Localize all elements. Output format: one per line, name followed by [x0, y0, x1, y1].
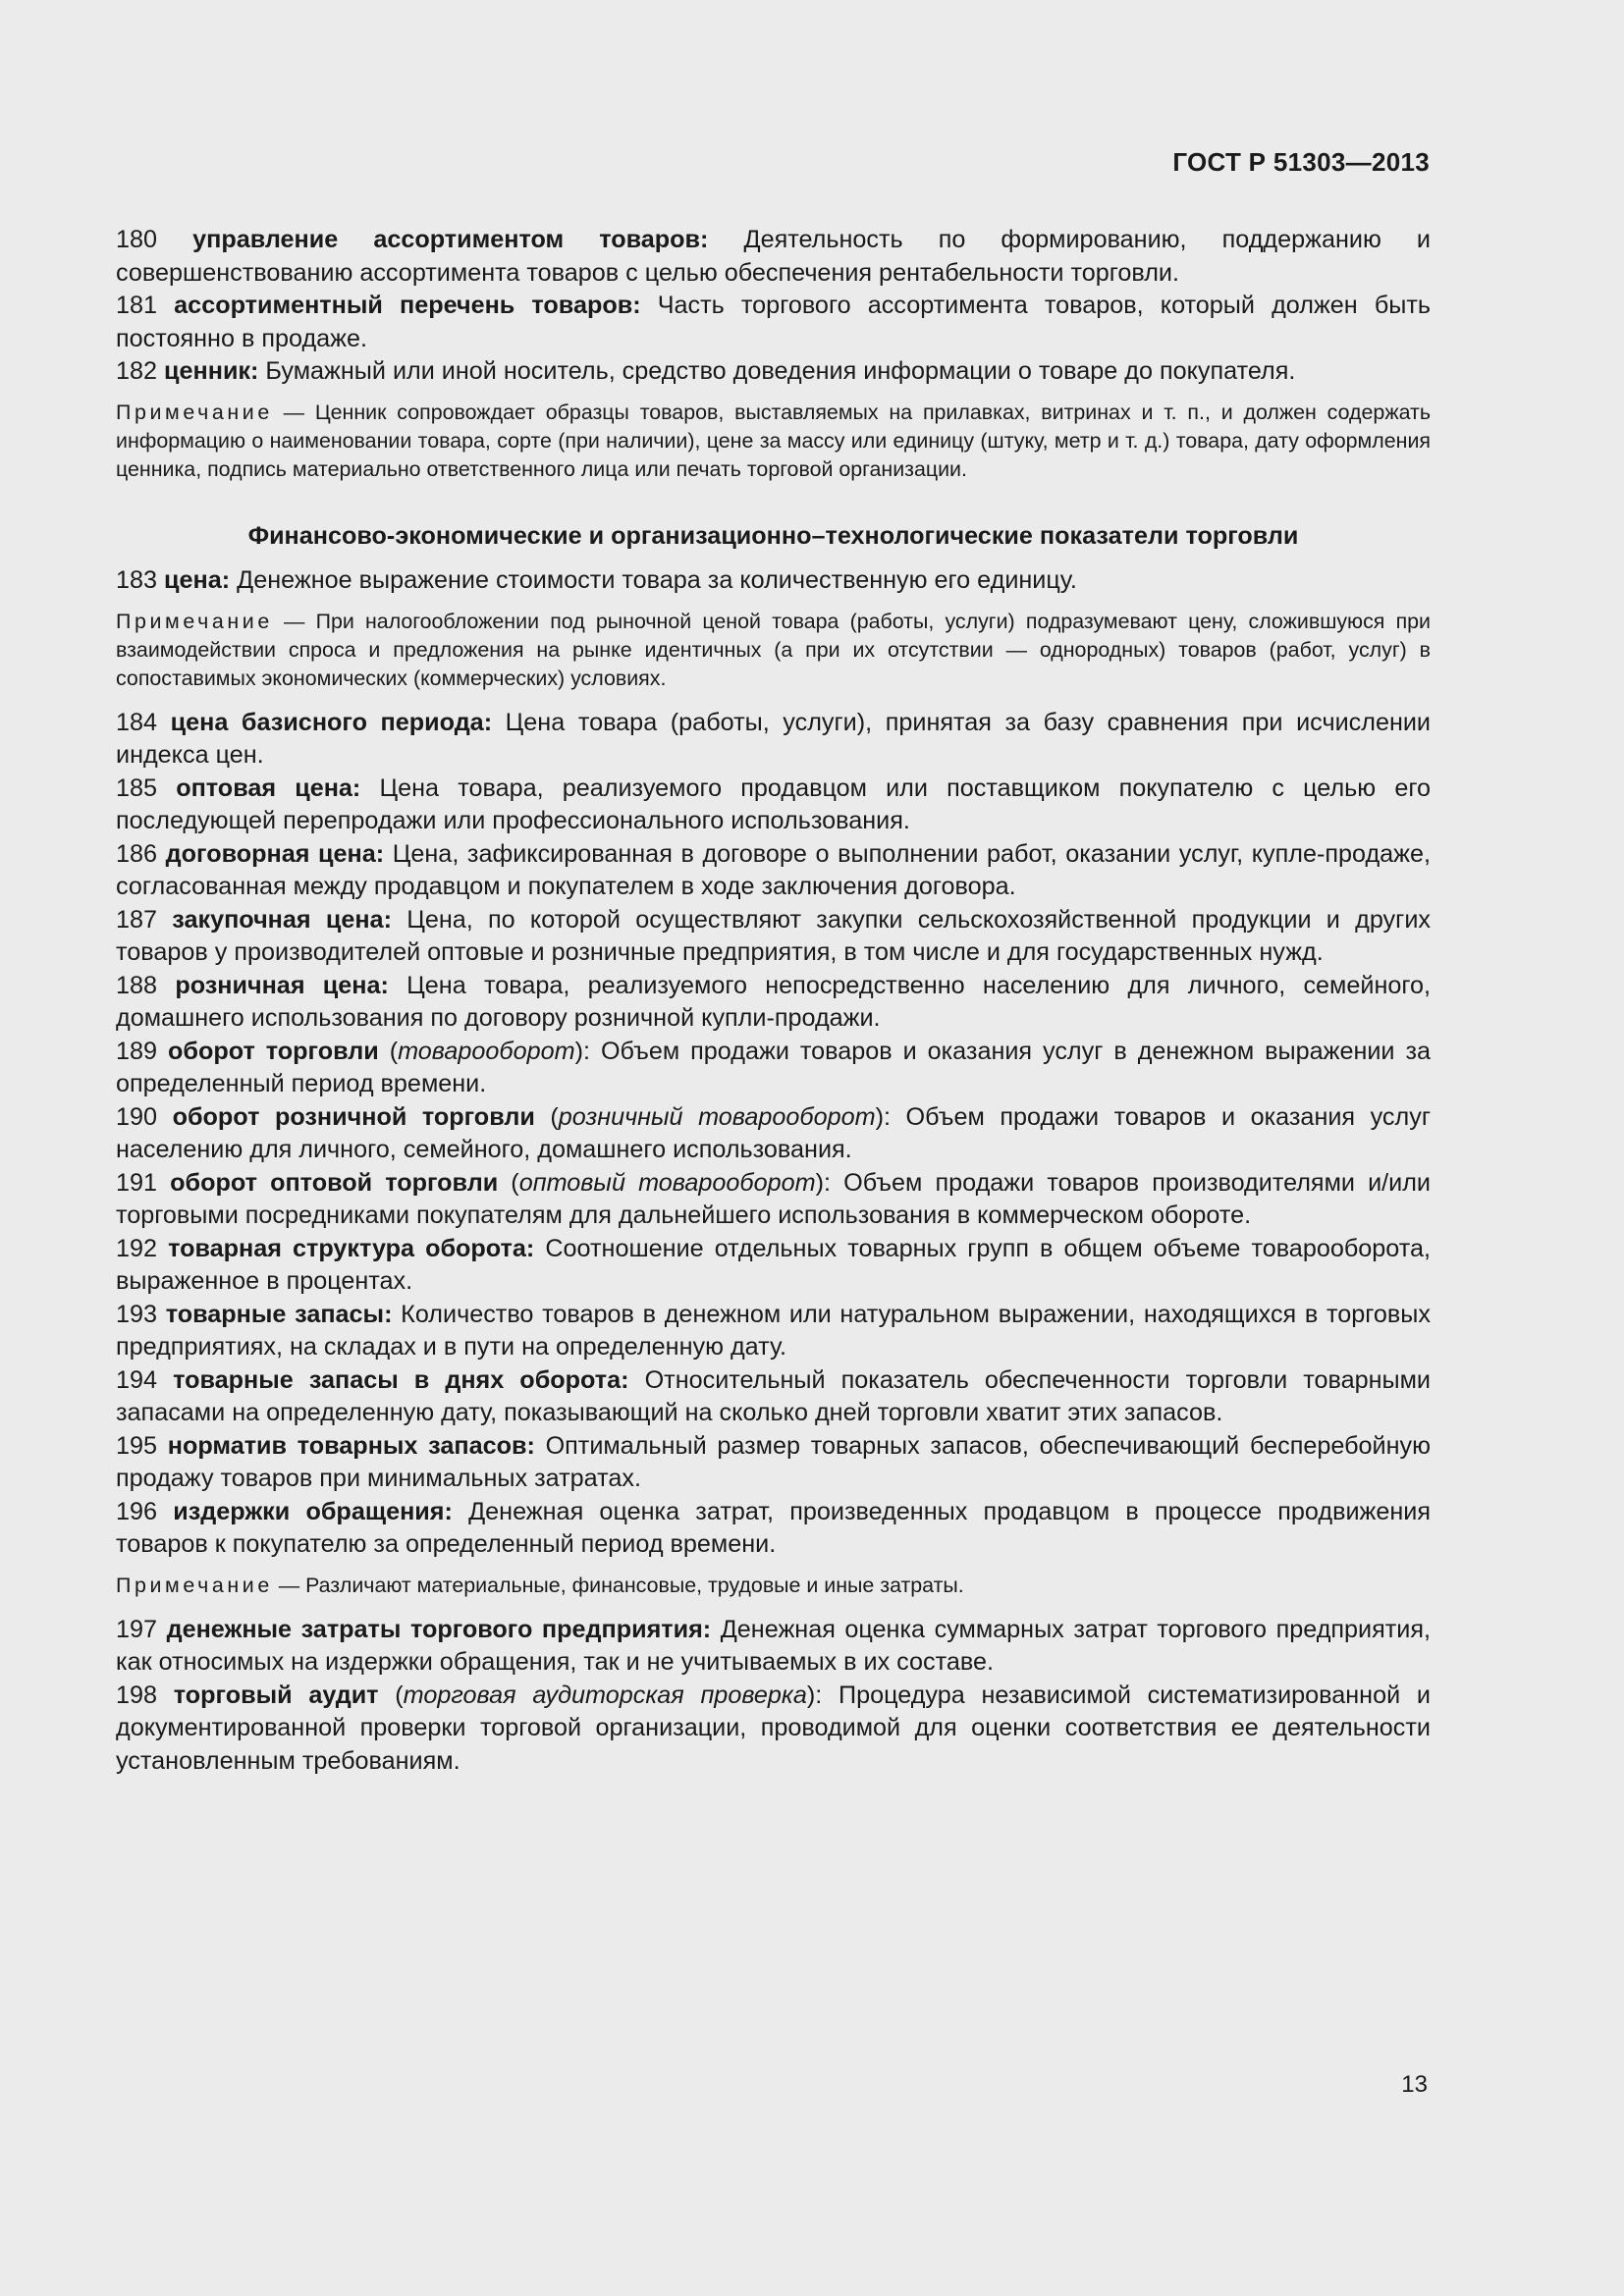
- term-195: [116, 1430, 1431, 1496]
- term-number: 195: [116, 1431, 158, 1460]
- term-title: издержки обращения:: [173, 1497, 453, 1525]
- term-192: [116, 1233, 1431, 1299]
- term-number: 190: [116, 1102, 158, 1131]
- note-label: Примечание: [116, 400, 273, 424]
- term-definition: Часть торгового ассортимента товаров, который должен быть постоянно в продаже.: [116, 292, 1432, 352]
- term-number: 184: [116, 708, 158, 736]
- term-definition: Денежная оценка суммарных затрат торгового предприятия, как относимых на издержки обращения, так и не учитываемых в их составе.: [116, 1615, 1432, 1676]
- note-label: Примечание: [116, 609, 273, 633]
- term-definition: ): Объем продажи товаров и оказания услуг в денежном выражении за определенный период времени.: [116, 1037, 1432, 1097]
- term-definition: Денежная оценка затрат, произведенных продавцом в процессе продвижения товаров к покупателю за определенный период времени.: [116, 1497, 1431, 1558]
- term-184: [116, 707, 1431, 773]
- term-definition: ): Процедура независимой систематизированной и документированной проверки торговой организации, проводимой для оценки соответствия ее деятельности установленным требованиям.: [116, 1681, 1431, 1775]
- term-title: оборот оптовой торговли: [170, 1168, 499, 1197]
- term-definition: Оптимальный размер товарных запасов, обеспечивающий бесперебойную продажу товаров при минимальных затратах.: [116, 1431, 1431, 1492]
- term-number: 189: [116, 1037, 158, 1065]
- term-189: [116, 1036, 1431, 1101]
- term-number: 185: [116, 774, 158, 802]
- term-183: [116, 564, 1431, 598]
- page-number: 13: [1401, 2071, 1428, 2098]
- term-186: [116, 838, 1431, 904]
- term-title: ассортиментный перечень товаров:: [174, 292, 641, 319]
- term-number: 180: [116, 226, 158, 253]
- term-188: [116, 970, 1431, 1036]
- term-number: 198: [116, 1681, 158, 1709]
- note-text: — Различают материальные, финансовые, трудовые и иные затраты.: [272, 1573, 964, 1597]
- term-definition: Бумажный или иной носитель, средство доведения информации о товаре до покупателя.: [258, 357, 1296, 385]
- term-definition: Цена товара, реализуемого непосредственно населению для личного, семейного, домашнего использования по договору розничной купли-продажи.: [116, 971, 1432, 1032]
- term-synonym: торговая аудиторская проверка: [403, 1681, 807, 1709]
- term-number: 194: [116, 1365, 158, 1394]
- term-definition: Соотношение отдельных товарных групп в общем объеме товарооборота, выраженное в процентах.: [116, 1234, 1431, 1295]
- term-synonym: оптовый товарооборот: [518, 1168, 816, 1197]
- term-number: 197: [116, 1615, 158, 1643]
- term-title: торговый аудит: [173, 1681, 379, 1709]
- term-number: 191: [116, 1168, 158, 1197]
- note-183: [116, 608, 1431, 693]
- term-187: [116, 904, 1431, 970]
- term-number: 188: [116, 971, 158, 999]
- note-182: [116, 399, 1431, 484]
- term-title: ценник:: [164, 357, 259, 385]
- term-191: [116, 1167, 1431, 1233]
- term-196: [116, 1496, 1431, 1562]
- term-185: [116, 773, 1431, 838]
- term-paren: (: [378, 1037, 399, 1065]
- term-181: [116, 290, 1431, 355]
- term-definition: Цена товара, реализуемого продавцом или поставщиком покупателю с целью его последующей перепродажи или профессионального использования.: [116, 774, 1431, 834]
- term-number: 193: [116, 1300, 158, 1328]
- term-number: 187: [116, 905, 158, 934]
- term-198: [116, 1680, 1431, 1779]
- term-title: оборот розничной торговли: [172, 1102, 535, 1131]
- note-text: — Ценник сопровождает образцы товаров, выставляемых на прилавках, витринах и т. п., и должен содержать информацию о наименовании товара, сорте (при наличии), цене за массу или единицу (штуку, метр и т. д.) товара, дату оформления ценника, подпись материально ответственного лица или печать торговой организации.: [116, 400, 1431, 481]
- term-paren: (: [498, 1168, 519, 1197]
- term-title: розничная цена:: [175, 971, 389, 999]
- term-title: денежные затраты торгового предприятия:: [166, 1615, 712, 1643]
- term-180: [116, 224, 1431, 290]
- term-title: цена базисного периода:: [170, 708, 493, 736]
- term-definition: ): Объем продажи товаров и оказания услуг населению для личного, семейного, домашнего использования.: [116, 1102, 1432, 1163]
- term-definition: Цена, зафиксированная в договоре о выполнении работ, оказании услуг, купле-продаже, согласованная между продавцом и покупателем в ходе заключения договора.: [116, 839, 1432, 900]
- term-number: 183: [116, 566, 158, 594]
- term-194: [116, 1364, 1431, 1430]
- note-label: Примечание: [116, 1573, 273, 1597]
- term-title: управление ассортиментом товаров:: [192, 226, 709, 253]
- term-definition: Денежное выражение стоимости товара за количественную его единицу.: [230, 566, 1077, 594]
- term-synonym: розничный товарооборот: [558, 1102, 876, 1131]
- term-182: [116, 355, 1431, 389]
- document-code: ГОСТ Р 51303—2013: [1172, 147, 1430, 177]
- term-definition: Количество товаров в денежном или натуральном выражении, находящихся в торговых предприятиях, на складах и в пути на определенную дату.: [116, 1300, 1431, 1361]
- term-definition: Деятельность по формированию, поддержанию и совершенствованию ассортимента товаров с целью обеспечения рентабельности торговли.: [116, 226, 1431, 287]
- term-title: закупочная цена:: [172, 905, 392, 934]
- document-body: [116, 224, 1431, 1778]
- term-paren: (: [534, 1102, 559, 1131]
- term-title: оптовая цена:: [176, 774, 361, 802]
- term-paren: (: [378, 1681, 404, 1709]
- term-definition: ): Объем продажи товаров производителями и/или торговыми посредниками покупателям для дальнейшего использования в коммерческом обороте.: [116, 1168, 1431, 1229]
- term-definition: Относительный показатель обеспеченности торговли товарными запасами на определенную дату, показывающий на сколько дней торговли хватит этих запасов.: [116, 1365, 1431, 1426]
- term-number: 192: [116, 1234, 158, 1262]
- term-title: товарные запасы в днях оборота:: [173, 1365, 629, 1394]
- note-text: — При налогообложении под рыночной ценой товара (работы, услуги) подразумевают цену, сложившуюся при взаимодействии спроса и предложения на рынке идентичных (а при их отсутствии — однородных) товаров (работ, услуг) в сопоставимых экономических (коммерческих) условиях.: [116, 609, 1431, 690]
- term-definition: Цена товара (работы, услуги), принятая за базу сравнения при исчислении индекса цен.: [116, 708, 1432, 769]
- term-number: 186: [116, 839, 158, 868]
- term-title: договорная цена:: [165, 839, 385, 868]
- term-197: [116, 1614, 1431, 1680]
- section-heading: Финансово-экономические и организационно–технологические показатели торговли: [247, 521, 1299, 550]
- term-title: оборот торговли: [168, 1037, 379, 1065]
- term-definition: Цена, по которой осуществляют закупки сельскохозяйственной продукции и других товаров у производителей оптовые и розничные предприятия, в том числе и для государственных нужд.: [116, 905, 1431, 966]
- term-title: товарная структура оборота:: [168, 1234, 535, 1262]
- term-title: цена:: [164, 566, 231, 594]
- term-number: 196: [116, 1497, 158, 1525]
- term-synonym: товарооборот: [398, 1037, 575, 1065]
- term-193: [116, 1299, 1431, 1364]
- term-number: 182: [116, 357, 158, 385]
- note-196: [116, 1572, 1431, 1600]
- term-title: товарные запасы:: [165, 1300, 393, 1328]
- term-190: [116, 1101, 1431, 1167]
- term-number: 181: [116, 292, 158, 319]
- term-title: норматив товарных запасов:: [167, 1431, 535, 1460]
